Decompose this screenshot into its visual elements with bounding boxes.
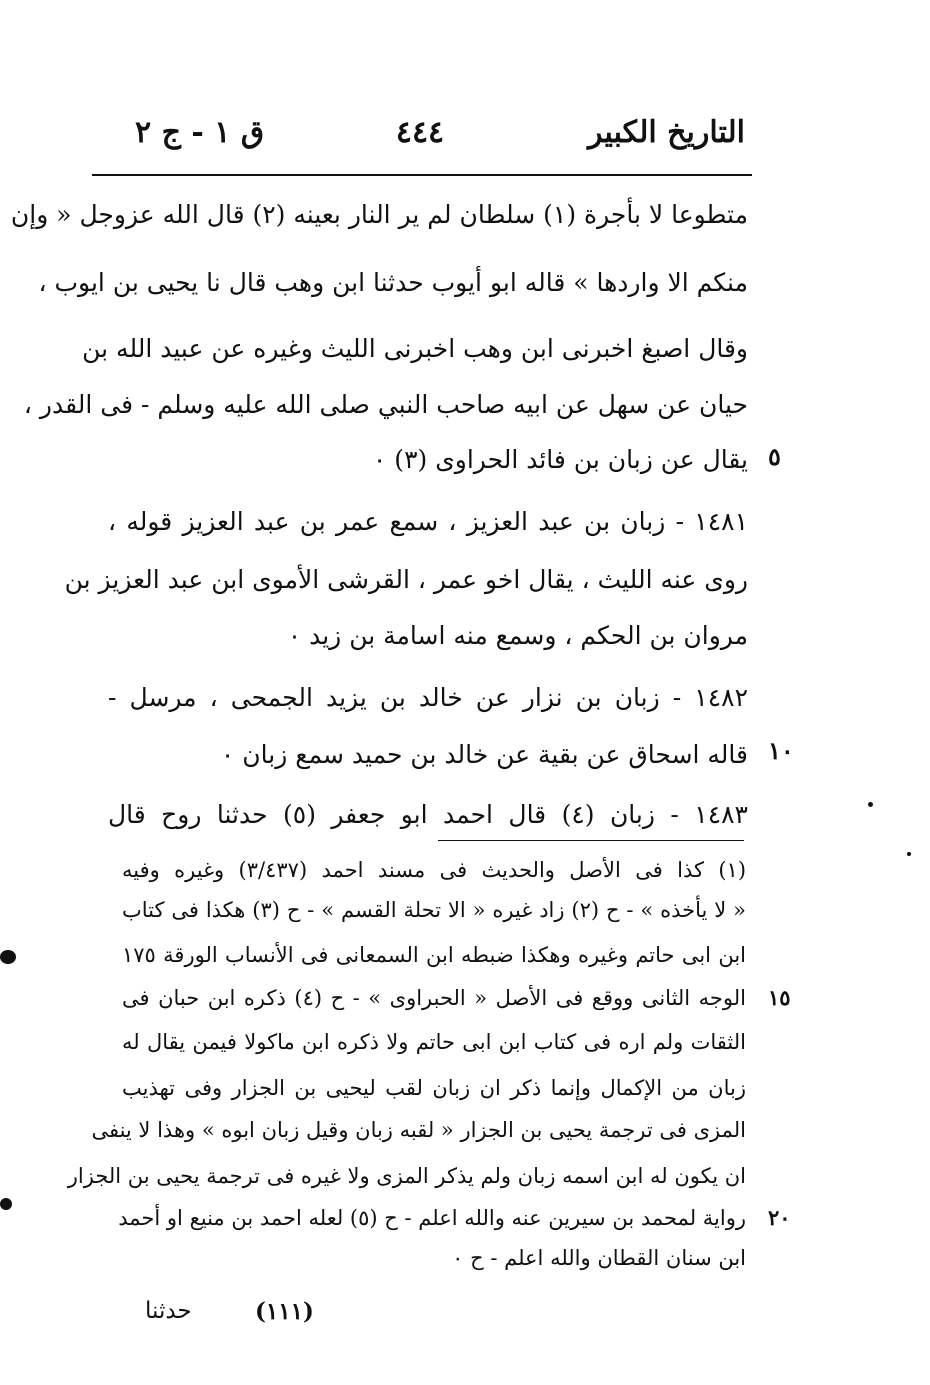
scan-mark xyxy=(0,950,16,964)
scan-mark xyxy=(907,852,911,856)
text-line: يقال عن زبان بن فائد الحراوى (٣) ٠ xyxy=(372,445,748,474)
footnote-line: رواية لمحمد بن سيرين عنه والله اعلم - ح (٥) لعله احمد بن منيع او أحمد xyxy=(118,1206,746,1230)
footnote-rule xyxy=(438,840,744,841)
line-number-15: ١٥ xyxy=(768,985,791,1010)
line-number-20: ٢٠ xyxy=(768,1205,791,1230)
entry-1483: ١٤٨٣ - زبان (٤) قال احمد ابو جعفر (٥) حدثنا روح قال xyxy=(108,800,748,829)
footnote-line: الثقات ولم اره فى كتاب ابن ابى حاتم ولا ذكره ابن ماكولا فيمن يقال له xyxy=(122,1030,746,1054)
footnote-line: ابن سنان القطان والله اعلم - ح ٠ xyxy=(452,1246,746,1270)
footnote-line: الوجه الثانى ووقع فى الأصل « الحبراوى » - ح (٤) ذكره ابن حبان فى xyxy=(122,986,746,1010)
header-rule xyxy=(92,174,752,176)
text-line: قاله اسحاق عن بقية عن خالد بن حميد سمع زبان ٠ xyxy=(220,740,748,769)
scan-mark xyxy=(868,802,873,807)
catchword: حدثنا xyxy=(145,1298,192,1324)
footnote-line: ابن ابى حاتم وغيره وهكذا ضبطه ابن السمعانى فى الأنساب الورقة ١٧٥ xyxy=(122,943,746,967)
line-number-5: ٥ xyxy=(768,442,781,471)
footnote-line: (١) كذا فى الأصل والحديث فى مسند احمد (٣/٤٣٧) وغيره وفيه xyxy=(122,858,747,882)
page-footer xyxy=(140,1298,340,1334)
scan-mark xyxy=(0,1198,12,1210)
text-line: حيان عن سهل عن ابيه صاحب النبي صلى الله عليه وسلم - فى القدر ، xyxy=(23,390,748,419)
entry-1482: ١٤٨٢ - زبان بن نزار عن خالد بن يزيد الجمحى ، مرسل - xyxy=(108,683,748,712)
line-number-10: ١٠ xyxy=(768,736,794,765)
signature-mark: (١١١) xyxy=(255,1298,314,1325)
text-line: مروان بن الحكم ، وسمع منه اسامة بن زيد ٠ xyxy=(287,621,748,650)
text-line: متطوعا لا بأجرة (١) سلطان لم ير النار بعينه (٢) قال الله عزوجل « وإن xyxy=(10,200,748,229)
text-line: وقال اصبغ اخبرنى ابن وهب اخبرنى الليث وغيره عن عبيد الله بن xyxy=(82,334,748,363)
text-line: روى عنه الليث ، يقال اخو عمر ، القرشى الأموى ابن عبد العزيز بن xyxy=(64,565,748,594)
entry-1481: ١٤٨١ - زبان بن عبد العزيز ، سمع عمر بن عبد العزيز قوله ، xyxy=(108,507,748,536)
book-title: التاريخ الكبير xyxy=(587,115,745,150)
volume-label: ق ١ - ج ٢ xyxy=(135,115,265,150)
text-line: منكم الا واردها » قاله ابو أيوب حدثنا ابن وهب قال نا يحيى بن ايوب ، xyxy=(38,268,748,297)
footnote-line: ان يكون له ابن اسمه زبان ولم يذكر المزى ولا غيره فى ترجمة يحيى بن الجزار xyxy=(67,1164,746,1188)
page-number: ٤٤٤ xyxy=(395,115,445,150)
footnote-line: « لا يأخذه » - ح (٢) زاد غيره « الا تحلة القسم » - ح (٣) هكذا فى كتاب xyxy=(122,898,747,922)
footnote-line: المزى فى ترجمة يحيى بن الجزار « لقبه زبان وقيل زبان ابوه » وهذا لا ينفى xyxy=(91,1118,746,1142)
page-header xyxy=(95,108,745,158)
footnote-line: زبان من الإكمال وإنما ذكر ان زبان لقب ليحيى بن الجزار وفى تهذيب xyxy=(122,1076,746,1100)
